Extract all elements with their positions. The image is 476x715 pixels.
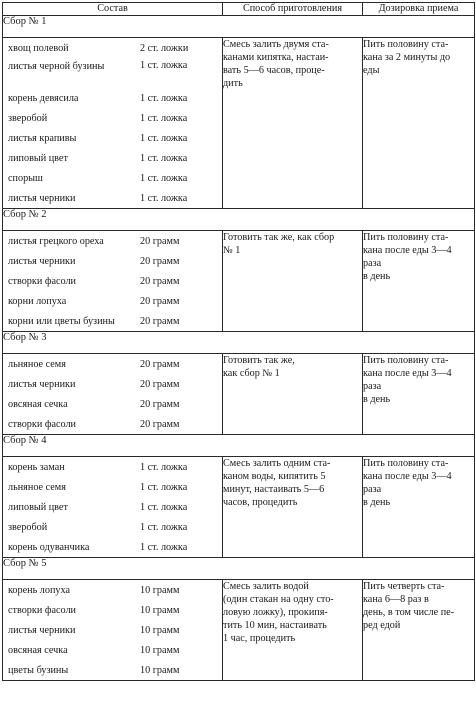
ingredient-quantity: 20 грамм <box>140 378 180 390</box>
ingredient-row <box>3 394 222 414</box>
dosage-line: в день <box>363 394 391 405</box>
method-line: № 1 <box>223 245 241 256</box>
method-line: тить 10 мин, настаивать <box>223 620 327 631</box>
ingredient-quantity: 10 грамм <box>140 584 180 596</box>
herbal-collections-table <box>2 2 475 681</box>
dosage-line: Пить половину ста- <box>363 232 449 243</box>
ingredient-name: корни лопуха <box>8 295 67 307</box>
ingredient-quantity: 1 ст. ложка <box>140 172 188 184</box>
ingredient-name: корень лопуха <box>8 584 70 596</box>
ingredient-row <box>3 497 222 517</box>
ingredients-cell <box>3 457 223 558</box>
dosage-cell <box>363 231 475 332</box>
ingredient-row <box>3 414 222 434</box>
dosage-line: Пить половину ста- <box>363 355 449 366</box>
method-line: Смесь залить водой <box>223 581 309 592</box>
ingredient-quantity: 10 грамм <box>140 624 180 636</box>
dosage-line: кана после еды 3—4 <box>363 245 452 256</box>
ingredient-quantity: 10 грамм <box>140 664 180 676</box>
dosage-line: ред едой <box>363 620 401 631</box>
dosage-line: кана за 2 минуты до <box>363 52 451 63</box>
ingredient-name: цветы бузины <box>8 664 69 676</box>
ingredient-quantity: 20 грамм <box>140 358 180 370</box>
dosage-line: день, в том числе пе- <box>363 607 455 618</box>
ingredient-name: зверобой <box>8 521 48 533</box>
group-content-row <box>3 231 475 332</box>
ingredient-row <box>3 477 222 497</box>
group-title-row <box>3 435 475 457</box>
group-content-row <box>3 580 475 681</box>
ingredient-row <box>3 108 222 128</box>
ingredient-row <box>3 580 222 600</box>
dosage-line: раза <box>363 484 382 495</box>
group-content-row <box>3 354 475 435</box>
method-cell <box>223 457 363 558</box>
group-title: Сбор № 4 <box>3 435 475 457</box>
ingredient-row <box>3 188 222 208</box>
group-content-row <box>3 457 475 558</box>
method-cell <box>223 354 363 435</box>
ingredient-name: овсяная сечка <box>8 398 68 410</box>
dosage-line: в день <box>363 271 391 282</box>
ingredient-quantity: 1 ст. ложка <box>140 92 188 104</box>
ingredient-row <box>3 251 222 271</box>
ingredient-quantity: 1 ст. ложка <box>140 521 188 533</box>
ingredient-row <box>3 168 222 188</box>
method-line: Готовить так же, как сбор <box>223 232 335 243</box>
method-line: канами кипятка, настаи- <box>223 52 329 63</box>
method-line: каном воды, кипятить 5 <box>223 471 326 482</box>
ingredient-row <box>3 128 222 148</box>
dosage-line: Пить четверть ста- <box>363 581 445 592</box>
ingredients-cell <box>3 354 223 435</box>
ingredient-quantity: 10 грамм <box>140 604 180 616</box>
ingredient-name: хвощ полевой <box>8 42 69 54</box>
group-title: Сбор № 2 <box>3 209 475 231</box>
ingredient-name: листья черники <box>8 378 76 390</box>
dosage-line: кана после еды 3—4 <box>363 368 452 379</box>
group-content-row <box>3 38 475 209</box>
ingredient-name: листья грецкого ореха <box>8 235 104 247</box>
ingredients-cell <box>3 580 223 681</box>
ingredient-quantity: 20 грамм <box>140 418 180 430</box>
header-composition: Состав <box>3 3 223 16</box>
ingredient-name: створки фасоли <box>8 418 76 430</box>
ingredient-row <box>3 38 222 58</box>
ingredient-quantity: 1 ст. ложка <box>140 461 188 473</box>
method-line: Готовить так же, <box>223 355 295 366</box>
group-title-row <box>3 16 475 38</box>
ingredient-row <box>3 374 222 394</box>
dosage-line: еды <box>363 65 380 76</box>
group-title: Сбор № 1 <box>3 16 475 38</box>
dosage-cell <box>363 457 475 558</box>
ingredient-name: липовый цвет <box>8 501 68 513</box>
ingredient-name: листья черной бузины <box>8 61 105 72</box>
table-body <box>3 16 475 681</box>
ingredient-row <box>3 148 222 168</box>
ingredient-name: корень заман <box>8 461 65 473</box>
dosage-line: раза <box>363 381 382 392</box>
ingredient-name: корни или цветы бузины <box>8 315 115 327</box>
ingredients-cell <box>3 38 223 209</box>
ingredient-quantity: 10 грамм <box>140 644 180 656</box>
ingredient-name: листья черники <box>8 192 76 204</box>
method-line: минут, настаивать 5—6 <box>223 484 325 495</box>
group-title: Сбор № 3 <box>3 332 475 354</box>
ingredient-name: липовый цвет <box>8 152 68 164</box>
method-cell <box>223 38 363 209</box>
method-line: как сбор № 1 <box>223 368 280 379</box>
ingredient-row <box>3 620 222 640</box>
method-line: (один стакан на одну сто- <box>223 594 334 605</box>
method-line: ловую ложку), прокипя- <box>223 607 328 618</box>
dosage-line: Пить половину ста- <box>363 39 449 50</box>
ingredient-row <box>3 537 222 557</box>
ingredient-quantity: 20 грамм <box>140 275 180 287</box>
ingredient-row <box>3 457 222 477</box>
ingredient-quantity: 20 грамм <box>140 315 180 327</box>
group-title-row <box>3 209 475 231</box>
ingredient-name: листья черники <box>8 624 76 636</box>
ingredient-name: льняное семя <box>8 358 66 370</box>
method-line: вать 5—6 часов, проце- <box>223 65 325 76</box>
ingredient-row <box>3 231 222 251</box>
ingredient-row <box>3 311 222 331</box>
dosage-line: раза <box>363 258 382 269</box>
ingredient-quantity: 20 грамм <box>140 235 180 247</box>
ingredient-row <box>3 354 222 374</box>
ingredient-quantity: 1 ст. ложка <box>140 60 188 71</box>
ingredient-row <box>3 271 222 291</box>
method-line: часов, процедить <box>223 497 298 508</box>
method-cell <box>223 231 363 332</box>
ingredient-quantity: 20 грамм <box>140 295 180 307</box>
dosage-line: Пить половину ста- <box>363 458 449 469</box>
dosage-cell <box>363 580 475 681</box>
ingredient-name: листья крапивы <box>8 132 77 144</box>
ingredient-quantity: 1 ст. ложка <box>140 192 188 204</box>
ingredient-row <box>3 600 222 620</box>
ingredient-row <box>3 88 222 108</box>
group-title-row <box>3 332 475 354</box>
ingredient-quantity: 1 ст. ложка <box>140 541 188 553</box>
ingredient-row <box>3 517 222 537</box>
ingredient-name: овсяная сечка <box>8 644 68 656</box>
dosage-cell <box>363 354 475 435</box>
ingredient-name: льняное семя <box>8 481 66 493</box>
method-line: Смесь залить одним ста- <box>223 458 331 469</box>
ingredient-quantity: 1 ст. ложка <box>140 152 188 164</box>
group-title-row <box>3 558 475 580</box>
ingredient-name: створки фасоли <box>8 604 76 616</box>
header-dosage: Дозировка приема <box>363 3 475 16</box>
group-title: Сбор № 5 <box>3 558 475 580</box>
ingredient-row <box>3 291 222 311</box>
ingredient-row <box>3 660 222 680</box>
ingredient-quantity: 1 ст. ложка <box>140 501 188 513</box>
method-line: Смесь залить двумя ста- <box>223 39 329 50</box>
dosage-line: кана 6—8 раз в <box>363 594 429 605</box>
ingredient-quantity: 20 грамм <box>140 398 180 410</box>
ingredients-cell <box>3 231 223 332</box>
dosage-line: в день <box>363 497 391 508</box>
ingredient-name: корень девясила <box>8 92 79 104</box>
dosage-cell <box>363 38 475 209</box>
ingredient-quantity: 20 грамм <box>140 255 180 267</box>
ingredient-name: корень одуванчика <box>8 541 90 553</box>
header-method <box>223 3 363 16</box>
ingredient-row <box>3 640 222 660</box>
ingredient-quantity: 2 ст. ложки <box>140 42 189 54</box>
ingredient-name: листья черники <box>8 255 76 267</box>
ingredient-quantity: 1 ст. ложка <box>140 112 188 124</box>
ingredient-name: спорыш <box>8 172 43 184</box>
method-cell <box>223 580 363 681</box>
ingredient-quantity: 1 ст. ложка <box>140 481 188 493</box>
ingredient-name: створки фасоли <box>8 275 76 287</box>
header-method-text: Способ приготовления <box>242 3 343 14</box>
method-line: 1 час, процедить <box>223 633 296 644</box>
ingredient-row <box>3 58 222 88</box>
ingredient-name: зверобой <box>8 112 48 124</box>
dosage-line: кана после еды 3—4 <box>363 471 452 482</box>
ingredient-quantity: 1 ст. ложка <box>140 132 188 144</box>
table-header-row <box>3 3 475 16</box>
method-line: дить <box>223 78 243 89</box>
